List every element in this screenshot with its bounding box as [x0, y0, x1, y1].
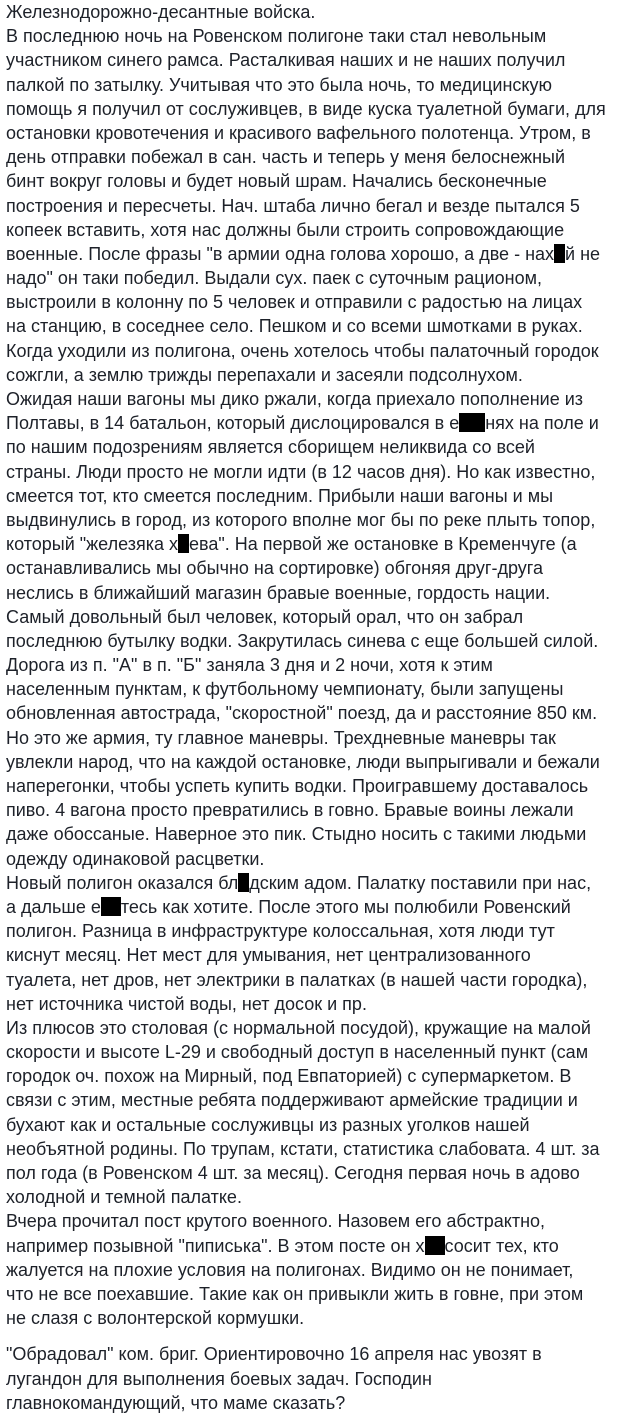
text-line: останавливались мы обычно на сортировке) обгоняя друг-друга: [6, 558, 543, 579]
text-line: сожгли, а землю трижды перепахали и засеяли подсолнухом.: [6, 364, 523, 385]
redaction-block: [425, 1236, 445, 1255]
text-line: остановки кровотечения и красивого вафельного полотенца. Утром, в: [6, 122, 591, 143]
text-line: [6, 532, 606, 556]
text-line: Дорога из п. "А" в п. "Б" заняла 3 дня и 2 ночи, хотя к этим: [6, 655, 493, 676]
text-line: необъятной родины. По трупам, кстати, статистика слабовата. 4 шт. за: [6, 1138, 600, 1159]
text-line: [6, 242, 606, 266]
text-line: киснут месяц. Нет мест для умывания, нет централизованного: [6, 945, 531, 966]
text-line: бинт вокруг головы и будет новый шрам. Начались бесконечные: [6, 171, 547, 192]
text-line: Железнодорожно-десантные войска.: [6, 2, 316, 22]
text-line: Из плюсов это столовая (с нормальной посудой), кружащие на малой: [6, 1017, 591, 1038]
text-line: последнюю бутылку водки. Закрутилась синева с еще большей силой.: [6, 630, 599, 651]
text-fragment: й не: [565, 243, 601, 264]
text-line: холодной и темной палатке.: [6, 1187, 242, 1208]
text-line: надо" он таки победил. Выдали сух. паек с суточным рационом,: [6, 268, 543, 289]
text-line: построения и пересчеты. Нач. штаба лично бегал и везде пытался 5: [6, 195, 580, 216]
text-line: Вчера прочитал пост крутого военного. Назовем его абстрактно,: [6, 1211, 546, 1232]
text-line: пиво. 4 вагона просто превратились в говно. Бравые воины лежали: [6, 800, 574, 821]
text-line: Ожидая наши вагоны мы дико ржали, когда приехало пополнение из: [6, 389, 584, 409]
text-fragment: а дальше е: [6, 896, 101, 917]
post-paragraphs: [6, 24, 606, 1415]
text-line: населенным пунктам, к футбольному чемпионату, были запущены: [6, 679, 564, 700]
redaction-block: [554, 244, 565, 263]
text-line: палкой по затылку. Учитывая что это была ночь, то медицинскую: [6, 74, 552, 95]
text-line: [6, 1234, 606, 1258]
text-line: страны. Люди просто не могли идти (в 12 часов дня). Но как известно,: [6, 461, 596, 482]
text-line: бухают как и остальные сослуживцы из разных уголков нашей: [6, 1114, 530, 1135]
text-fragment: который "железяка х: [6, 534, 178, 555]
text-line: даже обоссаные. Наверное это пик. Стыдно носить с такими людьми: [6, 824, 587, 845]
paragraph: [6, 1342, 606, 1415]
text-line: одежду одинаковой расцветки.: [6, 848, 265, 869]
text-line: [6, 871, 606, 895]
text-fragment: нях на поле и: [485, 413, 599, 434]
text-fragment: например позывной "пиписька". В этом посте он х: [6, 1235, 425, 1256]
text-line: нет источника чистой воды, нет досок и пр.: [6, 993, 367, 1014]
text-line: смеется тот, кто смеется последним. Прибыли наши вагоны и мы: [6, 485, 554, 506]
text-line: по нашим подозрениям является сборищем неликвида со всей: [6, 437, 535, 458]
text-fragment: военные. После фразы "в армии одна голова хорошо, а две - нах: [6, 243, 555, 264]
text-fragment: дским адом. Палатку поставили при нас,: [249, 872, 592, 893]
text-line: помощь я получил от сослуживцев, в виде куска туалетной бумаги, для: [6, 98, 606, 119]
text-fragment: Полтавы, в 14 батальон, который дислоцировался в е: [6, 413, 460, 434]
text-line: на станцию, в соседнее село. Пешком и со всеми шмотками в руках.: [6, 316, 583, 337]
text-line: выстроили в колонну по 5 человек и отправили с радостью на лицах: [6, 292, 583, 313]
text-line: городок оч. похож на Мирный, под Евпаторией) с супермаркетом. В: [6, 1066, 572, 1087]
text-line: Когда уходили из полигона, очень хотелось чтобы палаточный городок: [6, 340, 599, 361]
text-line: увлекли народ, что на каждой остановке, люди выпрыгивали и бежали: [6, 751, 600, 772]
text-fragment: тесь как хотите. После этого мы полюбили Ровенский: [120, 896, 571, 917]
redaction-block: [178, 534, 189, 553]
text-line: Самый довольный был человек, который орал, что он забрал: [6, 606, 524, 627]
text-line: лугандон для выполнения боевых задач. Господин: [6, 1368, 432, 1389]
text-line: не слазя с волонтерской кормушки.: [6, 1308, 305, 1329]
text-line: полигон. Разница в инфраструктуре колоссальная, хотя люди тут: [6, 921, 555, 942]
text-line: пол года (в Ровенском 4 шт. за месяц). Сегодня первая ночь в адово: [6, 1163, 580, 1183]
text-line: [6, 411, 606, 435]
text-line: Но это же армия, ту главное маневры. Трехдневные маневры так: [6, 727, 556, 748]
text-line: жалуется на плохие условия на полигонах. Видимо он не понимает,: [6, 1259, 574, 1280]
text-line: [6, 895, 606, 919]
text-line: что не все поехавшие. Такие как он привыкли жить в говне, при этом: [6, 1283, 584, 1304]
paragraph: [6, 24, 606, 1330]
text-fragment: сосит тех, кто: [444, 1235, 559, 1256]
text-line: неслись в ближайший магазин бравые военные, гордость нации.: [6, 582, 551, 603]
text-line: скорости и высоте L-29 и свободный доступ в населенный пункт (сам: [6, 1042, 589, 1063]
text-line: "Обрадовал" ком. бриг. Ориентировочно 16 апреля нас увозят в: [6, 1344, 542, 1365]
text-line: участником синего рамса. Расталкивая наших и не наших получил: [6, 50, 566, 71]
post-title-line: [6, 0, 606, 24]
text-line: наперегонки, чтобы успеть купить водки. Проигравшему доставалось: [6, 776, 589, 796]
text-fragment: Новый полигон оказался бл: [6, 872, 239, 893]
text-line: выдвинулись в город, из которого вполне мог бы по реке плыть топор,: [6, 509, 596, 530]
redaction-block: [238, 873, 249, 892]
redaction-block: [459, 413, 485, 432]
text-line: день отправки побежал в сан. часть и теперь у меня белоснежный: [6, 147, 566, 168]
text-line: связи с этим, местные ребята поддерживают армейские традиции и: [6, 1090, 578, 1111]
text-fragment: ева". На первой же остановке в Кременчуге (а: [189, 534, 577, 555]
text-line: главнокомандующий, что маме сказать?: [6, 1392, 346, 1413]
redaction-block: [101, 897, 121, 916]
text-line: туалета, нет дров, нет электрики в палатках (в нашей части городка),: [6, 969, 588, 990]
text-line: копеек вставить, хотя нас должны были строить сопровождающие: [6, 219, 565, 240]
text-line: обновленная автострада, "скоростной" поезд, да и расстояние 850 км.: [6, 703, 598, 724]
text-line: В последнюю ночь на Ровенском полигоне таки стал невольным: [6, 26, 547, 47]
